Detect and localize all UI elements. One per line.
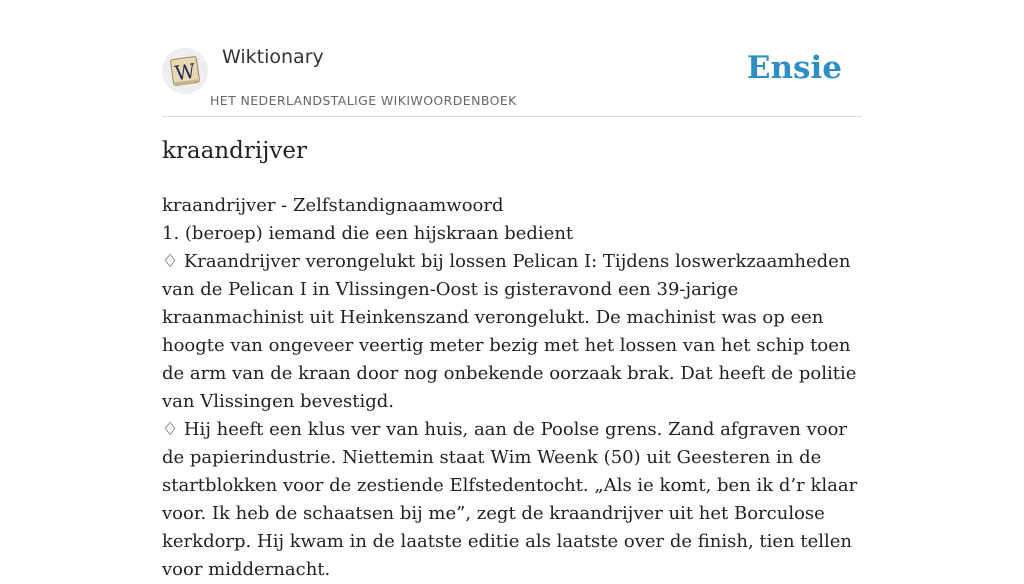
page-title: kraandrijver — [162, 138, 307, 164]
site-name[interactable]: Wiktionary — [222, 46, 324, 68]
site-header — [162, 40, 862, 117]
entry-heading: kraandrijver - Zelfstandignaamwoord — [162, 195, 504, 216]
logo-letter: W — [173, 58, 197, 86]
example-sentence: ♢ Hij heeft een klus ver van huis, aan de Poolse grens. Zand afgraven voor de papierindustrie. Niettemin staat Wim Weenk (50) uit Geesteren in de startblokken voor de zestiende Elfstedentocht. „Als ie komt, ben ik d’r klaar voor. Ik heb de schaatsen bij me”, zegt de kraandrijver uit het Borculose kerkdorp. Hij kwam in de laatste editie als laatste over de finish, tien tellen voor middernacht. — [162, 419, 858, 580]
wiktionary-tile-icon — [162, 48, 208, 94]
example-sentence: ♢ Kraandrijver verongelukt bij lossen Pelican I: Tijdens loswerkzaamheden van de Pelican I in Vlissingen-Oost is gisteravond een 39-jarige kraanmachinist uit Heinkenszand verongelukt. De machinist was op een hoogte van ongeveer veertig meter bezig met het lossen van het schip toen de arm van de kraan door nog onbekende oorzaak brak. Dat heeft de politie van Vlissingen bevestigd. — [162, 251, 857, 412]
entry-content — [162, 192, 862, 584]
ensie-brand-link[interactable]: Ensie — [746, 50, 842, 86]
entry-definition: 1. (beroep) iemand die een hijskraan bedient — [162, 223, 574, 244]
site-tagline: HET NEDERLANDSTALIGE WIKIWOORDENBOEK — [210, 93, 517, 108]
wiktionary-logo-icon[interactable] — [162, 48, 208, 94]
